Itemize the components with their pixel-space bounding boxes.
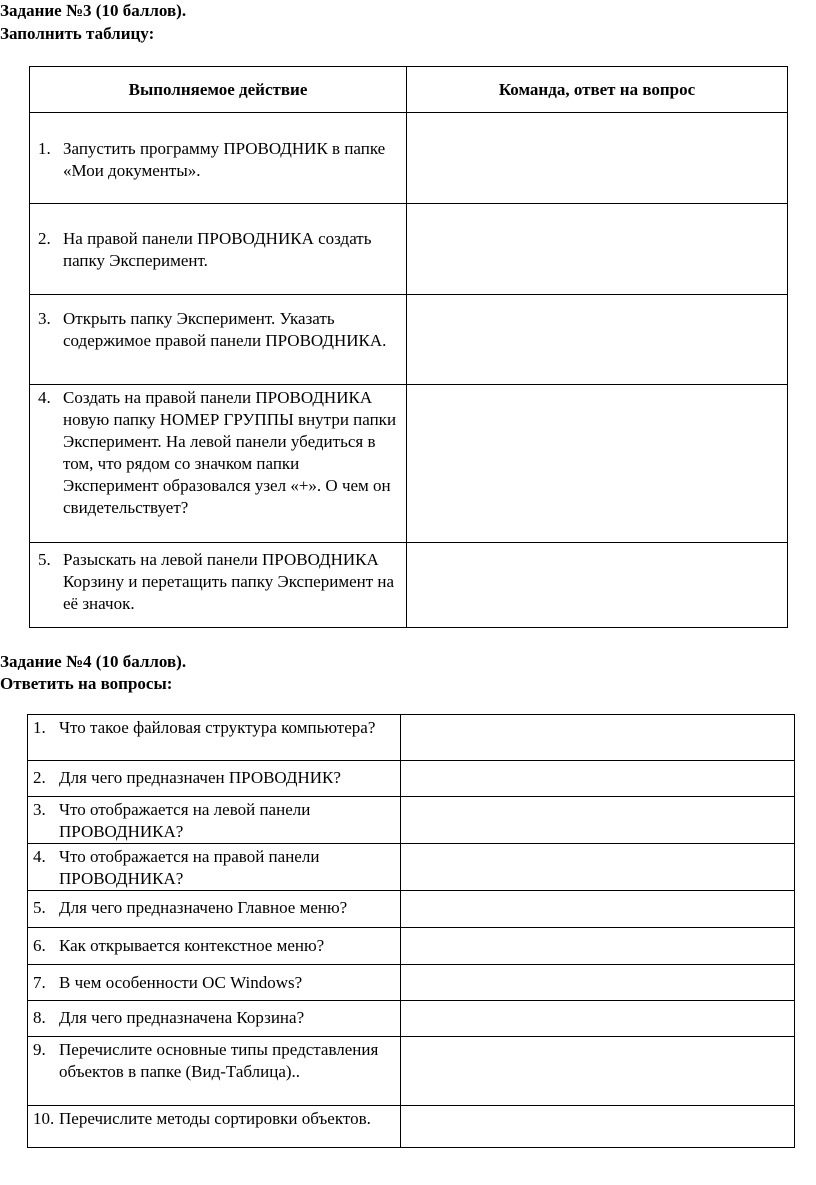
answer-cell[interactable] <box>407 204 788 295</box>
list-item <box>30 228 406 272</box>
row-number: 8. <box>33 1008 46 1027</box>
answer-cell[interactable] <box>401 1001 795 1037</box>
task3-header-row <box>30 67 788 113</box>
table-row <box>28 797 795 844</box>
table-row <box>30 543 788 628</box>
answer-cell[interactable] <box>401 715 795 761</box>
question-text: Что отображается на правой панели ПРОВОДНИКА? <box>59 847 320 888</box>
table-row <box>28 1106 795 1148</box>
list-item <box>28 1108 400 1130</box>
action-text: Запустить программу ПРОВОДНИК в папке «Мои документы». <box>63 139 386 180</box>
row-number: 3. <box>33 800 46 819</box>
list-item <box>28 717 400 739</box>
answer-cell[interactable] <box>407 385 788 543</box>
table-row <box>30 204 788 295</box>
table-row <box>28 1001 795 1037</box>
list-item <box>30 138 406 182</box>
list-item <box>30 387 406 519</box>
answer-cell[interactable] <box>407 543 788 628</box>
answer-cell[interactable] <box>401 761 795 797</box>
task3-col2-header: Команда, ответ на вопрос <box>407 67 788 113</box>
row-number: 1. <box>33 718 46 737</box>
table-row <box>28 715 795 761</box>
answer-cell[interactable] <box>401 891 795 928</box>
question-text: Для чего предназначен ПРОВОДНИК? <box>59 768 341 787</box>
table-row <box>28 928 795 965</box>
table-row <box>30 113 788 204</box>
list-item <box>30 308 406 352</box>
row-number: 5. <box>38 550 51 569</box>
question-text: Перечислите методы сортировки объектов. <box>59 1109 371 1128</box>
table-row <box>30 385 788 543</box>
action-text: Разыскать на левой панели ПРОВОДНИКА Корзину и перетащить папку Эксперимент на её значок. <box>63 550 395 613</box>
row-number: 5. <box>33 898 46 917</box>
list-item <box>30 549 406 615</box>
answer-cell[interactable] <box>401 965 795 1001</box>
row-number: 2. <box>38 229 51 248</box>
action-text: Открыть папку Эксперимент. Указать содержимое правой панели ПРОВОДНИКА. <box>63 309 387 350</box>
list-item <box>28 935 400 957</box>
action-text: На правой панели ПРОВОДНИКА создать папку Эксперимент. <box>63 229 372 270</box>
row-number: 2. <box>33 768 46 787</box>
task3-subtitle: Заполнить таблицу: <box>0 24 155 43</box>
task3-table <box>29 66 788 628</box>
list-item <box>28 799 400 843</box>
row-number: 4. <box>38 388 51 407</box>
answer-cell[interactable] <box>401 1106 795 1148</box>
table-row <box>28 761 795 797</box>
question-text: Как открывается контекстное меню? <box>59 936 325 955</box>
list-item <box>28 897 400 919</box>
answer-cell[interactable] <box>401 797 795 844</box>
task3-title: Задание №3 (10 баллов). <box>0 1 187 20</box>
question-text: Для чего предназначено Главное меню? <box>59 898 348 917</box>
question-text: Что отображается на левой панели ПРОВОДНИКА? <box>59 800 311 841</box>
row-number: 7. <box>33 973 46 992</box>
answer-cell[interactable] <box>401 844 795 891</box>
list-item <box>28 972 400 994</box>
answer-cell[interactable] <box>407 295 788 385</box>
table-row <box>30 295 788 385</box>
action-text: Создать на правой панели ПРОВОДНИКА новую папку НОМЕР ГРУППЫ внутри папки Эксперимент. На левой панели убедиться в том, что рядом со значком папки Эксперимент образовался узел «+». О чем он свидетельствует? <box>63 388 397 517</box>
question-text: Для чего предназначена Корзина? <box>59 1008 305 1027</box>
list-item <box>28 1039 400 1083</box>
task4-title: Задание №4 (10 баллов). <box>0 652 187 671</box>
row-number: 1. <box>38 139 51 158</box>
table-row <box>28 891 795 928</box>
row-number: 9. <box>33 1040 46 1059</box>
row-number: 10. <box>33 1109 55 1128</box>
table-row <box>28 965 795 1001</box>
row-number: 3. <box>38 309 51 328</box>
task4-table <box>27 714 795 1148</box>
list-item <box>28 1007 400 1029</box>
list-item <box>28 767 400 789</box>
table-row <box>28 844 795 891</box>
task3-col1-header: Выполняемое действие <box>30 67 407 113</box>
answer-cell[interactable] <box>401 928 795 965</box>
question-text: Перечислите основные типы представления объектов в папке (Вид-Таблица).. <box>59 1040 379 1081</box>
table-row <box>28 1037 795 1106</box>
row-number: 4. <box>33 847 46 866</box>
row-number: 6. <box>33 936 46 955</box>
answer-cell[interactable] <box>401 1037 795 1106</box>
question-text: В чем особенности ОС Windows? <box>59 973 303 992</box>
question-text: Что такое файловая структура компьютера? <box>59 718 376 737</box>
task4-subtitle: Ответить на вопросы: <box>0 674 173 693</box>
list-item <box>28 846 400 890</box>
answer-cell[interactable] <box>407 113 788 204</box>
